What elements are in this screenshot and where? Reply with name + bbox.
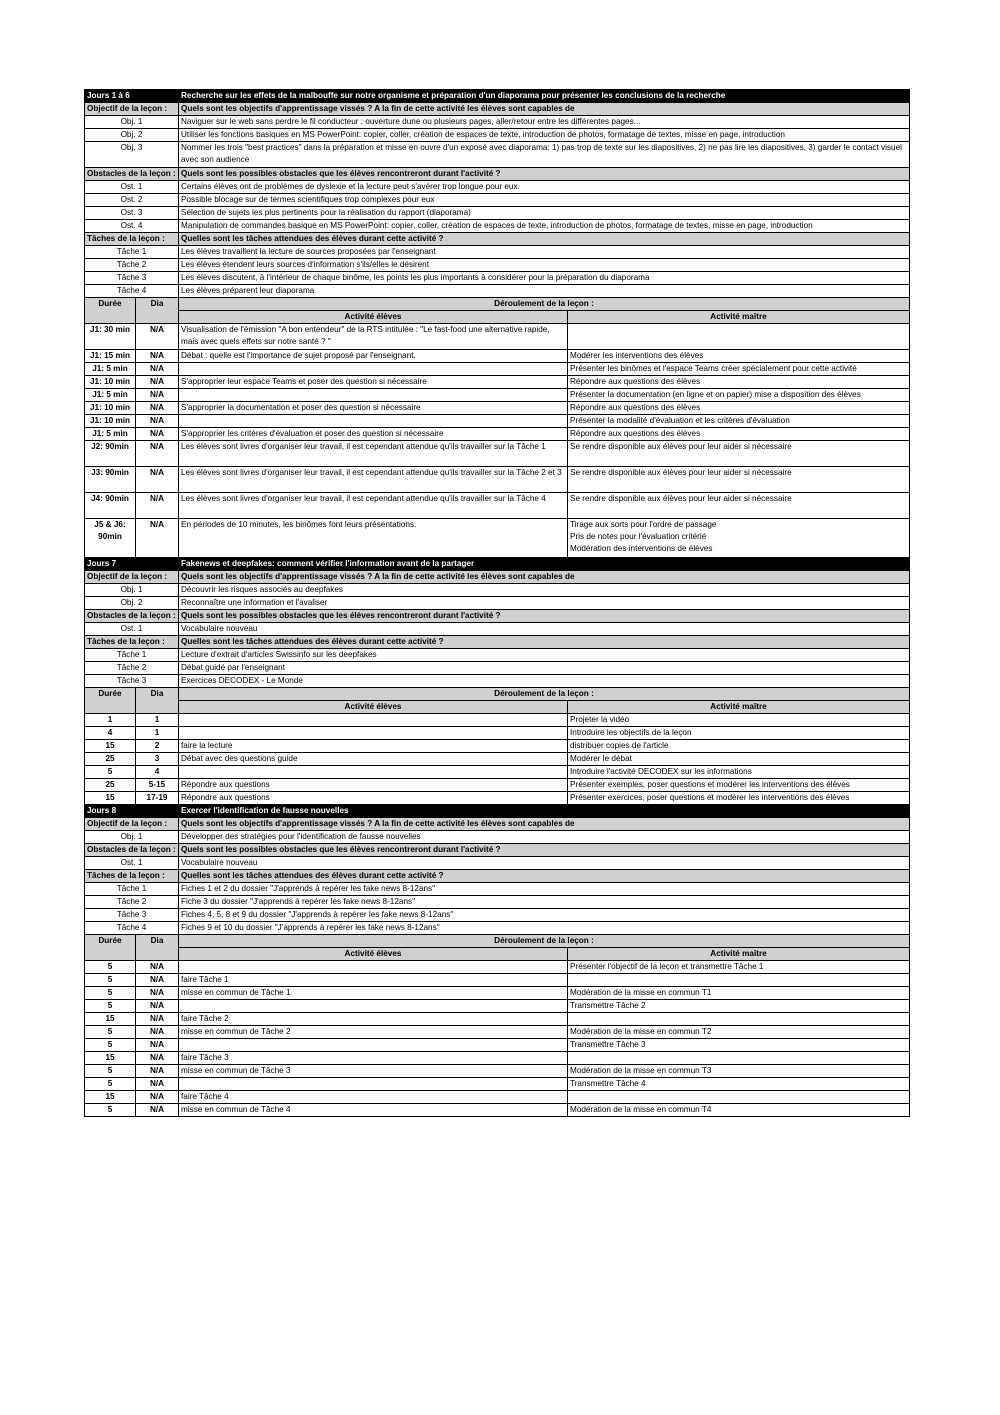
schedule-row (85, 1013, 910, 1026)
slide-header: Dia (136, 688, 179, 714)
task-item-text: Les élèves étendent leurs sources d'information s'ils/elles le désirent (179, 259, 910, 272)
objective-row (85, 584, 910, 597)
obstacle-row (85, 181, 910, 194)
task-row (85, 896, 910, 909)
task-item-text: Les élèves discutent, à l'intérieur de chaque binôme, les points les plus importants à considérer pour la préparation du diaporama (179, 272, 910, 285)
teacher-activity-cell: distribuer copies de l'article (568, 740, 910, 753)
slide-cell: N/A (136, 350, 179, 363)
task-header (85, 233, 910, 246)
duration-cell: 5 (85, 766, 136, 779)
task-question: Quelles sont les tâches attendues des élèves durant cette activité ? (179, 233, 910, 246)
student-activity-cell: misse en commun de Tâche 2 (179, 1026, 568, 1039)
section-title: Recherche sur les effets de la malbouffe sur notre organisme et préparation d'un diaporama pour présenter les conclusions de la recherche (179, 90, 910, 103)
objective-question: Quels sont les objectifs d'apprentissage vissés ? A la fin de cette activité les élèves sont capables de (179, 571, 910, 584)
schedule-row (85, 1078, 910, 1091)
schedule-title: Déroulement de la leçon : (179, 688, 910, 701)
student-activity-cell (179, 714, 568, 727)
teacher-activity-cell: Présenter les binômes et l'espace Teams créer spécialement pour cette activité (568, 363, 910, 376)
objective-label: Objectif de la leçon : (85, 571, 179, 584)
task-row (85, 675, 910, 688)
student-activity-cell (179, 1039, 568, 1052)
teacher-activity-cell (568, 1013, 910, 1026)
teacher-activity-cell: Modération de la misse en commun T3 (568, 1065, 910, 1078)
slide-cell: N/A (136, 324, 179, 350)
teacher-activity-cell: Transmettre Tâche 4 (568, 1078, 910, 1091)
student-activity-cell (179, 766, 568, 779)
obstacle-item-label: Ost. 4 (85, 220, 179, 233)
obstacle-label: Obstacles de la leçon : (85, 844, 179, 857)
objective-item-text: Nommer les trois "best practices" dans la préparation et misse en ouvre d'un exposé avec diaporama: 1) pas trop de texte sur les diapositives, 2) ne pas lire les diapositives, 3) garder le contact visuel avec son audience (179, 142, 910, 168)
task-item-text: Les élèves préparent leur diaporama (179, 285, 910, 298)
teacher-activity-cell (568, 324, 910, 350)
schedule-row (85, 974, 910, 987)
schedule-row (85, 727, 910, 740)
duration-cell: 5 (85, 974, 136, 987)
student-activity-cell: misse en commun de Tâche 3 (179, 1065, 568, 1078)
schedule-row (85, 363, 910, 376)
task-item-label: Tâche 2 (85, 896, 179, 909)
obstacle-item-text: Sélection de sujets les plus pertinents pour la réalisation du rapport (diaporama) (179, 207, 910, 220)
obstacle-row (85, 623, 910, 636)
duration-cell: J1: 5 min (85, 363, 136, 376)
schedule-header (85, 688, 910, 701)
obstacle-item-text: Vocabulaire nouveau (179, 623, 910, 636)
duration-cell: J5 & J6: 90min (85, 519, 136, 558)
duration-cell: J2: 90min (85, 441, 136, 467)
teacher-activity-cell: Modérer les interventions des élèves (568, 350, 910, 363)
teacher-activity-cell: Introduire l'activité DECODEX sur les informations (568, 766, 910, 779)
task-row (85, 662, 910, 675)
task-item-label: Tâche 4 (85, 285, 179, 298)
objective-item-text: Utiliser les fonctions basiques en MS PowerPoint: copier, coller, création de espaces de texte, introduction de photos, formatage de textes, misse en page, introduction (179, 129, 910, 142)
slide-cell: N/A (136, 376, 179, 389)
objective-row (85, 597, 910, 610)
student-activity-cell (179, 415, 568, 428)
teacher-activity-cell (568, 1052, 910, 1065)
objective-question: Quels sont les objectifs d'apprentissage vissés ? A la fin de cette activité les élèves sont capables de (179, 818, 910, 831)
duration-cell: J1: 30 min (85, 324, 136, 350)
slide-cell: 1 (136, 714, 179, 727)
duration-cell: 15 (85, 1091, 136, 1104)
schedule-title: Déroulement de la leçon : (179, 935, 910, 948)
task-question: Quelles sont les tâches attendues des élèves durant cette activité ? (179, 870, 910, 883)
teacher-activity-cell: Modérer le débat (568, 753, 910, 766)
objective-row (85, 129, 910, 142)
duration-cell: 5 (85, 1026, 136, 1039)
schedule-row (85, 766, 910, 779)
slide-cell: N/A (136, 1065, 179, 1078)
slide-cell: N/A (136, 1000, 179, 1013)
student-activity-cell: S'approprier les critères d'évaluation et poser des question si nécessaire (179, 428, 568, 441)
obstacle-item-text: Certains élèves ont de problèmes de dyslexie et la lecture peut s'avérer trop longue pour eux. (179, 181, 910, 194)
obstacle-item-label: Ost. 2 (85, 194, 179, 207)
schedule-title: Déroulement de la leçon : (179, 298, 910, 311)
obstacle-question: Quels sont les possibles obstacles que les élèves rencontreront durant l'activité ? (179, 610, 910, 623)
obstacle-item-label: Ost. 1 (85, 181, 179, 194)
student-activity-cell: Répondre aux questions (179, 779, 568, 792)
teacher-activity-cell: Tirage aux sorts pour l'ordre de passage Pris de notes pour l'évaluation critérié Modération des interventions de élèves (568, 519, 910, 558)
teacher-activity-cell: Transmettre Tâche 2 (568, 1000, 910, 1013)
student-activity-header: Activité élèves (179, 701, 568, 714)
duration-cell: J1: 5 min (85, 428, 136, 441)
duration-cell: 5 (85, 987, 136, 1000)
schedule-row (85, 519, 910, 558)
student-activity-cell: faire Tâche 4 (179, 1091, 568, 1104)
task-item-label: Tâche 2 (85, 259, 179, 272)
task-item-label: Tâche 3 (85, 675, 179, 688)
obstacle-row (85, 220, 910, 233)
teacher-activity-cell (568, 974, 910, 987)
schedule-row (85, 324, 910, 350)
duration-header: Durée (85, 688, 136, 714)
slide-cell: N/A (136, 519, 179, 558)
duration-header: Durée (85, 935, 136, 961)
objective-question: Quels sont les objectifs d'apprentissage vissés ? A la fin de cette activité les élèves sont capables de (179, 103, 910, 116)
task-row (85, 922, 910, 935)
task-label: Tâches de la leçon : (85, 636, 179, 649)
student-activity-header: Activité élèves (179, 948, 568, 961)
student-activity-cell: S'approprier la documentation et poser des question si nécessaire (179, 402, 568, 415)
schedule-row (85, 792, 910, 805)
schedule-row (85, 493, 910, 519)
duration-cell: 15 (85, 1013, 136, 1026)
schedule-row (85, 389, 910, 402)
schedule-row (85, 1104, 910, 1117)
teacher-activity-cell: Présenter la modalité d'évaluation et les critères d'évaluation (568, 415, 910, 428)
task-item-text: Débat guidé par l'enseignant (179, 662, 910, 675)
schedule-subheader (85, 701, 910, 714)
slide-cell: N/A (136, 493, 179, 519)
obstacle-item-label: Ost. 1 (85, 623, 179, 636)
task-header (85, 636, 910, 649)
duration-cell: 15 (85, 740, 136, 753)
duration-header: Durée (85, 298, 136, 324)
obstacle-item-label: Ost. 1 (85, 857, 179, 870)
task-row (85, 909, 910, 922)
slide-header: Dia (136, 935, 179, 961)
objective-item-text: Découvrir les risques associés au deepfakes (179, 584, 910, 597)
slide-cell: N/A (136, 961, 179, 974)
obstacle-item-label: Ost. 3 (85, 207, 179, 220)
obstacle-label: Obstacles de la leçon : (85, 610, 179, 623)
section-header (85, 805, 910, 818)
objective-item-text: Naviguer sur le web sans perdre le fil conducteur : ouverture dune ou plusieurs pages, aller/retour entre les différentes pages... (179, 116, 910, 129)
slide-cell: N/A (136, 415, 179, 428)
task-item-text: Fiches 9 et 10 du dossier "J'apprends à repérer les fake news 8-12ans" (179, 922, 910, 935)
task-question: Quelles sont les tâches attendues des élèves durant cette activité ? (179, 636, 910, 649)
schedule-row (85, 467, 910, 493)
schedule-header (85, 935, 910, 948)
teacher-activity-cell: Se rendre disponible aux élèves pour leur aider si nécessaire (568, 493, 910, 519)
teacher-activity-cell: Présenter exercices, poser questions et modérer les interventions des élèves (568, 792, 910, 805)
lesson-plan-table (84, 89, 910, 1117)
duration-cell: J3: 90min (85, 467, 136, 493)
obstacle-row (85, 207, 910, 220)
schedule-subheader (85, 948, 910, 961)
schedule-row (85, 402, 910, 415)
student-activity-cell: faire Tâche 2 (179, 1013, 568, 1026)
task-row (85, 272, 910, 285)
schedule-row (85, 376, 910, 389)
schedule-header (85, 298, 910, 311)
slide-cell: N/A (136, 441, 179, 467)
task-item-label: Tâche 3 (85, 272, 179, 285)
objective-label: Objectif de la leçon : (85, 103, 179, 116)
student-activity-cell: faire Tâche 3 (179, 1052, 568, 1065)
obstacle-row (85, 857, 910, 870)
schedule-row (85, 1091, 910, 1104)
objective-item-label: Obj. 2 (85, 129, 179, 142)
teacher-activity-header: Activité maître (568, 311, 910, 324)
duration-cell: J1: 15 min (85, 350, 136, 363)
student-activity-cell: Débat avec des questions guide (179, 753, 568, 766)
student-activity-cell: Débat : quelle est l'importance de sujet proposé par l'enseignant. (179, 350, 568, 363)
slide-cell: N/A (136, 1078, 179, 1091)
section-days: Jours 8 (85, 805, 179, 818)
duration-cell: 5 (85, 1000, 136, 1013)
objective-label: Objectif de la leçon : (85, 818, 179, 831)
slide-cell: 5-15 (136, 779, 179, 792)
teacher-activity-cell: Projeter la vidéo (568, 714, 910, 727)
section-days: Jours 1 à 6 (85, 90, 179, 103)
objective-item-label: Obj. 2 (85, 597, 179, 610)
teacher-activity-cell: Modération de la misse en commun T1 (568, 987, 910, 1000)
objective-item-label: Obj. 3 (85, 142, 179, 168)
task-row (85, 259, 910, 272)
duration-cell: 1 (85, 714, 136, 727)
duration-cell: 5 (85, 961, 136, 974)
task-label: Tâches de la leçon : (85, 233, 179, 246)
schedule-row (85, 987, 910, 1000)
slide-cell: 17-19 (136, 792, 179, 805)
slide-cell: N/A (136, 987, 179, 1000)
slide-cell: 4 (136, 766, 179, 779)
slide-cell: 2 (136, 740, 179, 753)
task-row (85, 649, 910, 662)
duration-cell: 15 (85, 792, 136, 805)
schedule-subheader (85, 311, 910, 324)
teacher-activity-cell: Présenter la documentation (en ligne et on papier) mise a disposition des élèves (568, 389, 910, 402)
student-activity-cell (179, 727, 568, 740)
task-row (85, 883, 910, 896)
slide-cell: N/A (136, 428, 179, 441)
student-activity-cell (179, 1078, 568, 1091)
teacher-activity-cell: Transmettre Tâche 3 (568, 1039, 910, 1052)
duration-cell: J4: 90min (85, 493, 136, 519)
teacher-activity-cell: Présenter l'objectif de la leçon et transmettre Tâche 1 (568, 961, 910, 974)
teacher-activity-cell: Répondre aux questions des élèves (568, 376, 910, 389)
student-activity-cell: misse en commun de Tâche 1 (179, 987, 568, 1000)
schedule-row (85, 740, 910, 753)
schedule-row (85, 441, 910, 467)
slide-cell: N/A (136, 974, 179, 987)
student-activity-cell: Répondre aux questions (179, 792, 568, 805)
student-activity-cell: En périodes de 10 minutes, les binômes font leurs présentations. (179, 519, 568, 558)
slide-cell: N/A (136, 402, 179, 415)
duration-cell: 5 (85, 1039, 136, 1052)
teacher-activity-cell: Modération de la misse en commun T2 (568, 1026, 910, 1039)
task-row (85, 246, 910, 259)
objective-row (85, 142, 910, 168)
student-activity-cell: faire la lecture (179, 740, 568, 753)
section-header (85, 90, 910, 103)
objective-item-label: Obj. 1 (85, 116, 179, 129)
obstacle-item-text: Vocabulaire nouveau (179, 857, 910, 870)
schedule-row (85, 714, 910, 727)
teacher-activity-cell: Modération de la misse en commun T4 (568, 1104, 910, 1117)
slide-cell: 1 (136, 727, 179, 740)
schedule-row (85, 1039, 910, 1052)
objective-item-label: Obj. 1 (85, 584, 179, 597)
lesson-plan-sheet (84, 89, 909, 1117)
duration-cell: 25 (85, 779, 136, 792)
teacher-activity-cell (568, 1091, 910, 1104)
schedule-row (85, 1052, 910, 1065)
duration-cell: 5 (85, 1078, 136, 1091)
slide-cell: N/A (136, 1039, 179, 1052)
student-activity-cell: faire Tâche 1 (179, 974, 568, 987)
teacher-activity-cell: Se rendre disponible aux élèves pour leur aider si nécessaire (568, 467, 910, 493)
schedule-row (85, 428, 910, 441)
student-activity-cell (179, 961, 568, 974)
obstacle-header (85, 168, 910, 181)
task-item-label: Tâche 1 (85, 246, 179, 259)
teacher-activity-header: Activité maître (568, 701, 910, 714)
teacher-activity-cell: Introduire les objectifs de la leçon (568, 727, 910, 740)
task-item-text: Fiches 1 et 2 du dossier "J'apprends à repérer les fake news 8-12ans" (179, 883, 910, 896)
task-item-text: Les élèves travaillent la lecture de sources proposées par l'enseignant (179, 246, 910, 259)
task-header (85, 870, 910, 883)
teacher-activity-header: Activité maître (568, 948, 910, 961)
slide-cell: N/A (136, 1091, 179, 1104)
task-item-label: Tâche 1 (85, 649, 179, 662)
slide-cell: N/A (136, 1026, 179, 1039)
task-item-label: Tâche 1 (85, 883, 179, 896)
student-activity-cell: S'approprier leur espace Teams et poser des question si nécessaire (179, 376, 568, 389)
obstacle-row (85, 194, 910, 207)
student-activity-cell (179, 363, 568, 376)
duration-cell: J1: 10 min (85, 415, 136, 428)
schedule-row (85, 961, 910, 974)
duration-cell: 5 (85, 1065, 136, 1078)
section-days: Jours 7 (85, 558, 179, 571)
obstacle-header (85, 844, 910, 857)
duration-cell: 25 (85, 753, 136, 766)
objective-header (85, 571, 910, 584)
teacher-activity-cell: Répondre aux questions des élèves (568, 402, 910, 415)
task-item-text: Fiches 4, 5, 8 et 9 du dossier "J'apprends à repérer les fake news 8-12ans" (179, 909, 910, 922)
task-label: Tâches de la leçon : (85, 870, 179, 883)
student-activity-cell: misse en commun de Tâche 4 (179, 1104, 568, 1117)
objective-row (85, 831, 910, 844)
student-activity-cell: Les élèves sont livres d'organiser leur travail, il est cependant attendue qu'ils travailler sur la Tâche 4 (179, 493, 568, 519)
duration-cell: J1: 10 min (85, 376, 136, 389)
task-item-label: Tâche 4 (85, 922, 179, 935)
slide-cell: N/A (136, 1104, 179, 1117)
teacher-activity-cell: Se rendre disponible aux élèves pour leur aider si nécessaire (568, 441, 910, 467)
student-activity-cell: Les élèves sont livres d'organiser leur travail, il est cependant attendue qu'ils travailler sur la Tâche 2 et 3 (179, 467, 568, 493)
task-item-label: Tâche 3 (85, 909, 179, 922)
student-activity-cell (179, 389, 568, 402)
section-title: Exercer l'identification de fausse nouvelles (179, 805, 910, 818)
duration-cell: 15 (85, 1052, 136, 1065)
student-activity-cell (179, 1000, 568, 1013)
schedule-row (85, 1026, 910, 1039)
task-item-text: Exercices DECODEX - Le Monde (179, 675, 910, 688)
objective-header (85, 103, 910, 116)
student-activity-cell: Les élèves sont livres d'organiser leur travail, il est cependant attendue qu'ils travailler sur la Tâche 1 (179, 441, 568, 467)
task-item-text: Lecture d'extrait d'articles Swissinfo sur les deepfakes (179, 649, 910, 662)
objective-item-text: Développer des stratégies pour l'identification de fausse nouvelles (179, 831, 910, 844)
schedule-row (85, 1065, 910, 1078)
duration-cell: 5 (85, 1104, 136, 1117)
schedule-row (85, 779, 910, 792)
slide-cell: N/A (136, 1052, 179, 1065)
obstacle-question: Quels sont les possibles obstacles que les élèves rencontreront durant l'activité ? (179, 168, 910, 181)
objective-item-text: Reconnaître une information et l'avaliser (179, 597, 910, 610)
teacher-activity-cell: Présenter exemples, poser questions et modérer les interventions des élèves (568, 779, 910, 792)
obstacle-item-text: Possible blocage sur de termes scientifiques trop complexes pour eux (179, 194, 910, 207)
obstacle-label: Obstacles de la leçon : (85, 168, 179, 181)
objective-header (85, 818, 910, 831)
objective-row (85, 116, 910, 129)
obstacle-question: Quels sont les possibles obstacles que les élèves rencontreront durant l'activité ? (179, 844, 910, 857)
task-item-text: Fiche 3 du dossier "J'apprends à repérer les fake news 8-12ans" (179, 896, 910, 909)
section-header (85, 558, 910, 571)
slide-cell: N/A (136, 363, 179, 376)
student-activity-cell: Visualisation de l'émission "A bon entendeur" de la RTS intitulée : "Le fast-food une alternative rapide, mais avec quels effets sur notre santé ? " (179, 324, 568, 350)
task-item-label: Tâche 2 (85, 662, 179, 675)
schedule-row (85, 415, 910, 428)
student-activity-header: Activité élèves (179, 311, 568, 324)
teacher-activity-cell: Répondre aux questions des élèves (568, 428, 910, 441)
slide-header: Dia (136, 298, 179, 324)
section-title: Fakenews et deepfakes: comment vérifier l'information avant de la partager (179, 558, 910, 571)
duration-cell: J1: 5 min (85, 389, 136, 402)
obstacle-item-text: Manipulation de commandes basique en MS PowerPoint: copier, coller, création de espaces de texte, introduction de photos, formatage de textes, misse en page, introduction (179, 220, 910, 233)
duration-cell: J1: 10 min (85, 402, 136, 415)
slide-cell: N/A (136, 467, 179, 493)
slide-cell: 3 (136, 753, 179, 766)
schedule-row (85, 1000, 910, 1013)
schedule-row (85, 753, 910, 766)
obstacle-header (85, 610, 910, 623)
slide-cell: N/A (136, 389, 179, 402)
schedule-row (85, 350, 910, 363)
slide-cell: N/A (136, 1013, 179, 1026)
duration-cell: 4 (85, 727, 136, 740)
objective-item-label: Obj. 1 (85, 831, 179, 844)
task-row (85, 285, 910, 298)
